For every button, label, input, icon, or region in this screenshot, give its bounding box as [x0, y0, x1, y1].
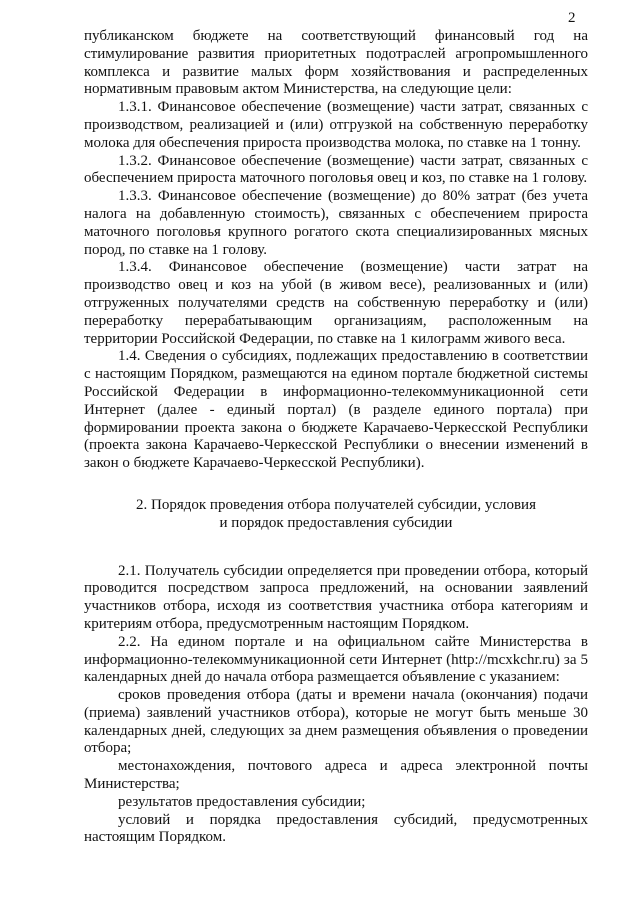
page-number: 2: [568, 10, 576, 26]
list-item-results: результатов предоставления субсидии;: [118, 793, 366, 810]
list-item-conditions: условий и порядка предоставления субсидий, предусмотренных настоящим Порядком.: [84, 811, 588, 846]
paragraph-intro-continuation: публиканском бюджете на соответствующий финансовый год на стимулирование развития приоритетных подотраслей агропромышленного комплекса и развитие малых форм хозяйствования и распределенных нормативным правовым актом Министерства, на следующие цели:: [84, 28, 588, 98]
paragraph-2-1: 2.1. Получатель субсидии определяется при проведении отбора, который проводится посредством запроса предложений, на основании заявлений участников отбора, исходя из соответствия участника отбора категориям и критериям отбора, предусмотренным настоящим Порядком.: [84, 562, 588, 632]
paragraph-1-3-3: 1.3.3. Финансовое обеспечение (возмещение) до 80% затрат (без учета налога на добавленную стоимость), связанных с обеспечением прироста маточного поголовья крупного рогатого скота специализированных мясных пород, по ставке на 1 голову.: [84, 188, 588, 258]
section-heading: [84, 497, 588, 533]
paragraph-1-3-2: 1.3.2. Финансовое обеспечение (возмещение) части затрат, связанных с обеспечением прироста маточного поголовья овец и коз, по ставке на 1 голову.: [84, 152, 588, 187]
paragraph-1-4: 1.4. Сведения о субсидиях, подлежащих предоставлению в соответствии с настоящим Порядком, размещаются на едином портале бюджетной системы Российской Федерации в информационно-телекоммуникационной сети Интернет (далее - единый портал) (в разделе единого портала) при формировании проекта закона о бюджете Карачаево-Черкесской Республики (проекта закона Карачаево-Черкесской Республики о внесении изменений в закон о бюджете Карачаево-Черкесской Республики).: [84, 348, 588, 472]
document-body: [84, 28, 588, 847]
list-item-deadlines: сроков проведения отбора (даты и времени начала (окончания) подачи (приема) заявлений участников отбора), которые не могут быть меньше 30 календарных дней, следующих за днем размещения объявления о проведении отбора;: [84, 687, 588, 757]
list-item-address: местонахождения, почтового адреса и адреса электронной почты Министерства;: [84, 758, 588, 793]
paragraph-2-2: 2.2. На едином портале и на официальном сайте Министерства в информационно-телекоммуникационной сети Интернет (http://mcxkchr.ru) за 5 календарных дней до начала отбора размещается объявление с указанием:: [84, 633, 588, 686]
section-heading-line-2: и порядок предоставления субсидии: [219, 514, 453, 531]
paragraph-1-3-4: 1.3.4. Финансовое обеспечение (возмещение) части затрат на производство овец и коз на убой (в живом весе), реализованных и (или) отгруженных получателями средств на собственную переработку и (или) переработку перерабатывающим организациям, расположенным на территории Российской Федерации, по ставке на 1 килограмм живого веса.: [84, 259, 588, 347]
paragraph-1-3-1: 1.3.1. Финансовое обеспечение (возмещение) части затрат, связанных с производством, реализацией и (или) отгрузкой на собственную переработку молока для обеспечения прироста производства молока, по ставке на 1 тонну.: [84, 99, 588, 151]
section-heading-line-1: 2. Порядок проведения отбора получателей субсидии, условия: [136, 496, 536, 513]
